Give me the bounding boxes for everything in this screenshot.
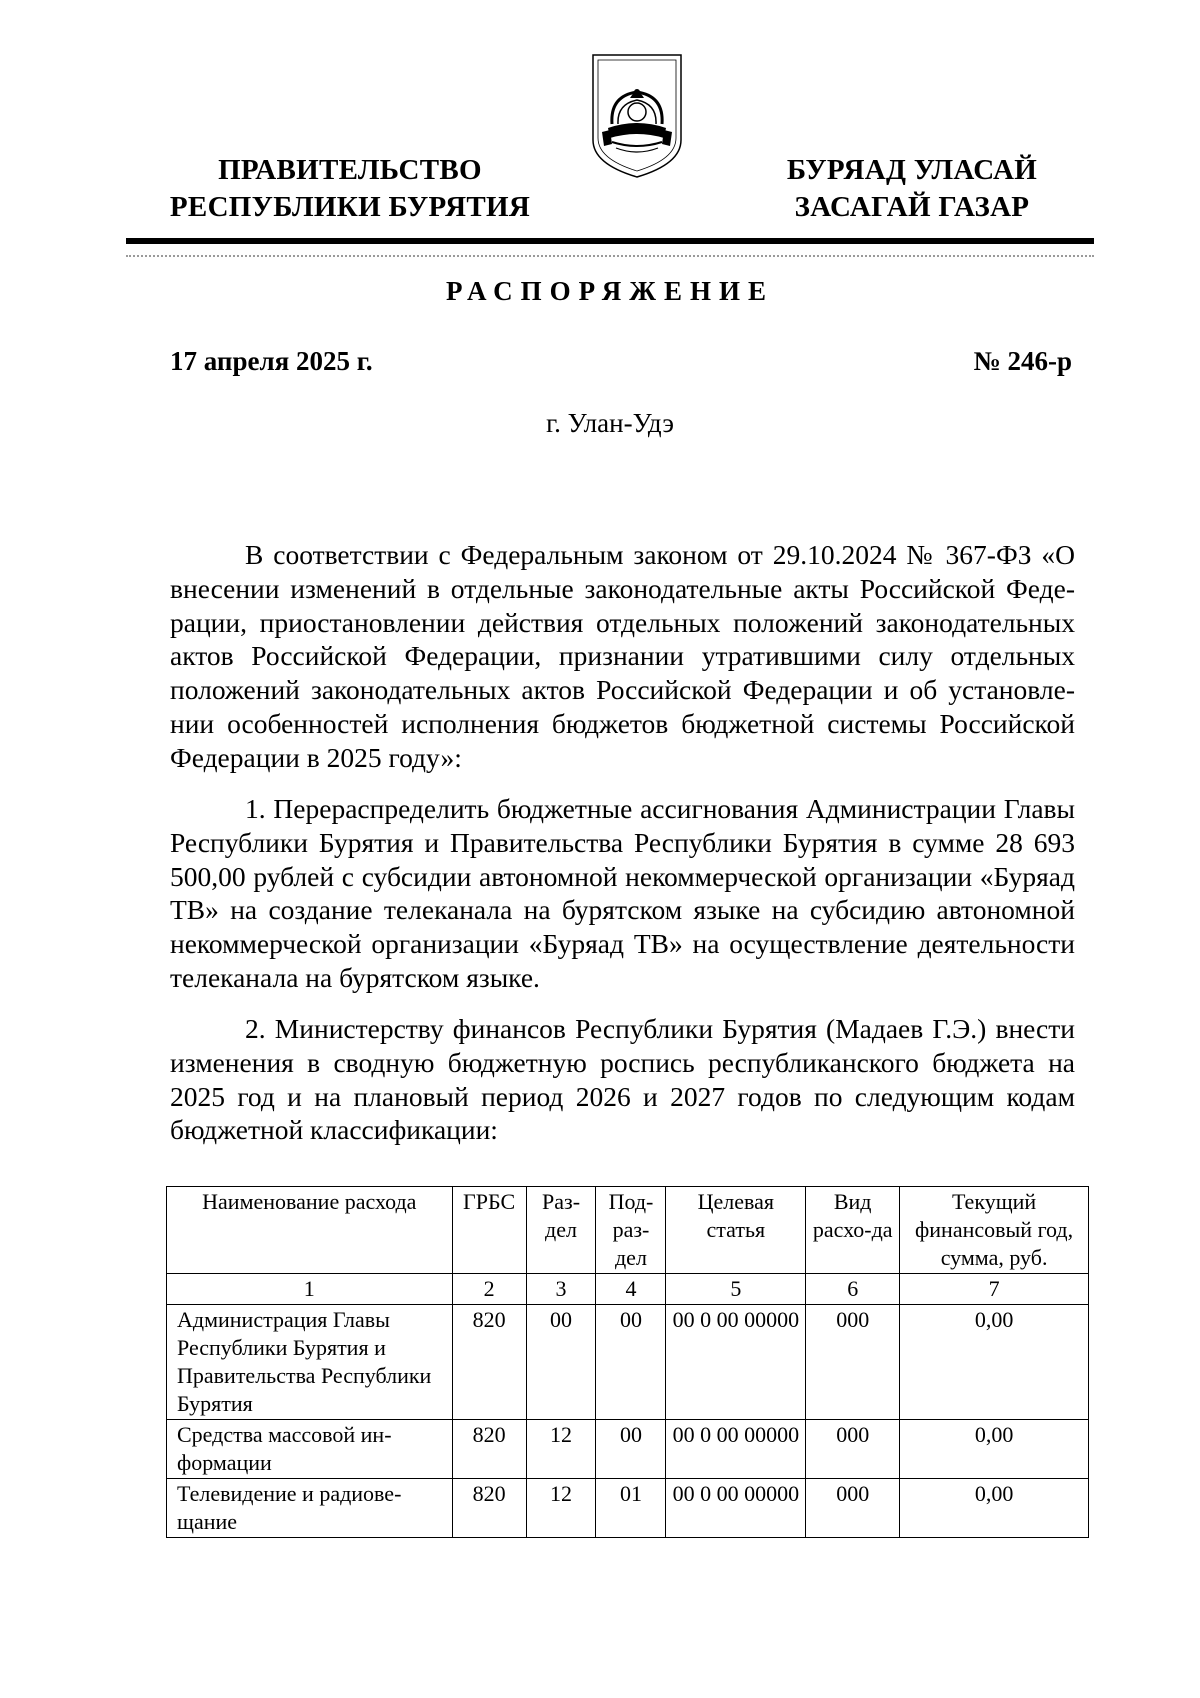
table-cell: 01 — [596, 1479, 666, 1538]
document-date: 17 апреля 2025 г. — [170, 346, 373, 376]
column-number: 4 — [596, 1274, 666, 1305]
header-left-line-2: РЕСПУБЛИКИ БУРЯТИЯ — [169, 191, 531, 223]
table-cell: 00 0 00 00000 — [666, 1305, 806, 1420]
table-row — [167, 1305, 1089, 1420]
column-number: 3 — [526, 1274, 596, 1305]
header-right-line-2: ЗАСАГАЙ ГАЗАР — [794, 191, 1030, 223]
header-divider-thick — [126, 238, 1094, 244]
table-cell: 00 — [596, 1420, 666, 1479]
clause-2-paragraph: 2. Министерству финансов Республики Бурятия (Мадаев Г.Э.) внести изменения в сводную бюджетную роспись республиканского бюджета на 2025 год и на плановый период 2026 и 2027 годов по следующим кодам бюджетной классификации: — [170, 1013, 1075, 1146]
column-number: 1 — [167, 1274, 453, 1305]
table-row — [167, 1420, 1089, 1479]
table-cell: 00 0 00 00000 — [666, 1420, 806, 1479]
column-number: 2 — [452, 1274, 526, 1305]
table-cell: Телевидение и радиовещание — [167, 1479, 453, 1538]
table-cell: 000 — [806, 1420, 900, 1479]
table-cell: 000 — [806, 1305, 900, 1420]
coat-of-arms-icon — [590, 52, 684, 180]
document-city: г. Улан-Удэ — [546, 408, 674, 438]
budget-classification-table — [166, 1186, 1089, 1538]
preamble-paragraph: В соответствии с Федеральным законом от 29.10.2024 № 367-ФЗ «О внесении изменений в отдельные законодательные акты Российской Федерации, приостановлении действия отдельных положений законодательных актов Российской Федерации, признании утратившими силу отдельных положений законодательных актов Российской Федерации и об установлении особенностей исполнения бюджетов бюджетной системы Российской Федерации в 2025 году»: — [170, 539, 1075, 773]
clause-1-paragraph: 1. Перераспределить бюджетные ассигнования Администрации Главы Республики Бурятия и Правительства Республики Бурятия в сумме 28 693 500,00 рублей с субсидии автономной некоммерческой организации «Буряад ТВ» на создание телеканала на бурятском языке на субсидию автономной некоммерческой организации «Буряад ТВ» на осуществление деятельности телеканала на бурятском языке. — [170, 793, 1075, 993]
header-right-line-1: БУРЯАД УЛАСАЙ — [786, 154, 1038, 186]
table-cell: 820 — [452, 1479, 526, 1538]
table-cell: 820 — [452, 1305, 526, 1420]
table-row — [167, 1479, 1089, 1538]
table-cell: 0,00 — [900, 1420, 1089, 1479]
header-section: Раз-дел — [526, 1187, 596, 1274]
table-cell: 00 — [596, 1305, 666, 1420]
header-left-line-1: ПРАВИТЕЛЬСТВО — [218, 154, 482, 186]
table-header-row — [167, 1187, 1089, 1274]
header-expense-type: Вид расхо-да — [806, 1187, 900, 1274]
table-cell: 00 — [526, 1305, 596, 1420]
table-cell: 000 — [806, 1479, 900, 1538]
table-column-numbers-row — [167, 1274, 1089, 1305]
column-number: 7 — [900, 1274, 1089, 1305]
table-cell: 00 0 00 00000 — [666, 1479, 806, 1538]
table-cell: 12 — [526, 1479, 596, 1538]
table-cell: 0,00 — [900, 1479, 1089, 1538]
header-grbs: ГРБС — [452, 1187, 526, 1274]
header-subsection: Под-раз-дел — [596, 1187, 666, 1274]
table-cell: 820 — [452, 1420, 526, 1479]
header-divider-thin — [126, 255, 1094, 257]
header-target-article: Целевая статья — [666, 1187, 806, 1274]
table-cell: Средства массовой информации — [167, 1420, 453, 1479]
government-name-russian — [160, 152, 540, 226]
government-name-buryat — [752, 152, 1072, 226]
header-current-year-amount: Текущий финансовый год, сумма, руб. — [900, 1187, 1089, 1274]
document-type-title: РАСПОРЯЖЕНИЕ — [445, 276, 775, 306]
column-number: 5 — [666, 1274, 806, 1305]
header-expense-name: Наименование расхода — [167, 1187, 453, 1274]
table-cell: Администрация Главы Республики Бурятия и Правительства Республики Бурятия — [167, 1305, 453, 1420]
document-number: № 246-р — [973, 346, 1072, 376]
column-number: 6 — [806, 1274, 900, 1305]
table-cell: 12 — [526, 1420, 596, 1479]
table-cell: 0,00 — [900, 1305, 1089, 1420]
